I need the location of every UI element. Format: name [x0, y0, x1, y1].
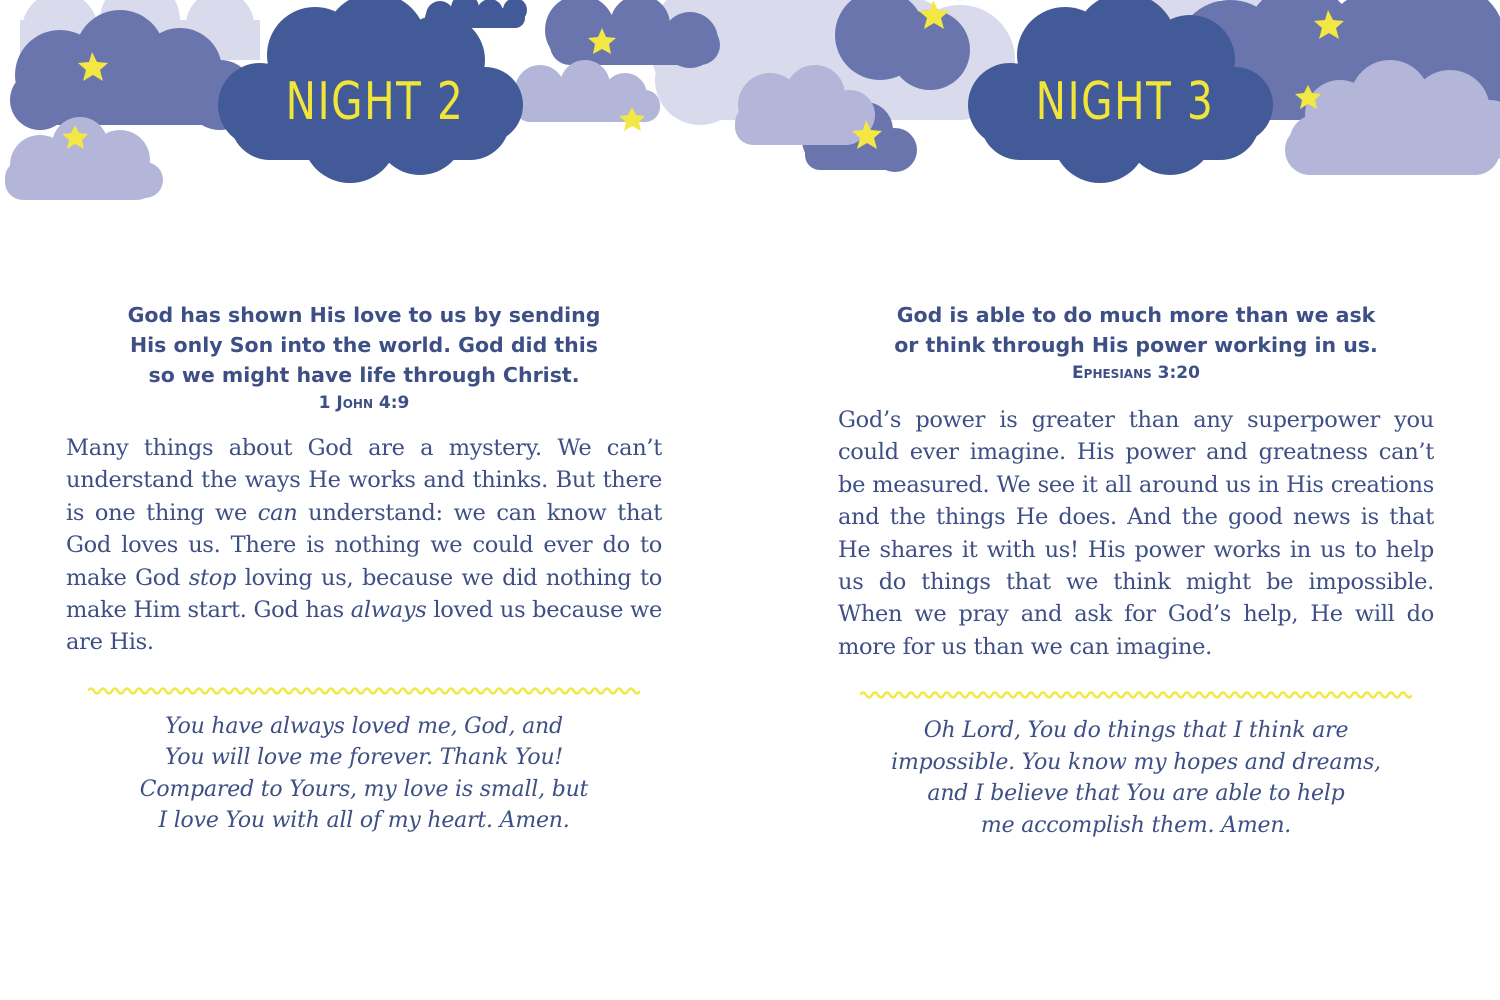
night-2-page [66, 300, 662, 837]
night-2-prayer: You have always loved me, God, and You will love me forever. Thank You! Compared to Yours, my love is small, but I love You with all of my heart. Amen. [139, 713, 589, 834]
night-2-reference: 1 John 4:9 [318, 393, 410, 413]
night-3-prayer: Oh Lord, You do things that I think are impossible. You know my hopes and dreams, and I believe that You are able to help me accomplish them. Amen. [891, 718, 1381, 838]
night-3-verse: God is able to do much more than we ask or think through His power working in us. [894, 303, 1378, 357]
night-sky-clouds-illustration [0, 0, 1500, 215]
night-2-verse: God has shown His love to us by sending His only Son into the world. God did this so we might have life through Christ. [127, 303, 601, 387]
emphasis-always: always [350, 597, 427, 624]
night-3-title: NIGHT 3 [1035, 72, 1215, 132]
wavy-divider [860, 689, 1412, 701]
night-3-page [838, 300, 1434, 841]
emphasis-can: can [257, 499, 298, 526]
wavy-divider [88, 685, 640, 697]
night-2-title: NIGHT 2 [285, 72, 465, 132]
night-2-body: Many things about God are a mystery. We can’t understand the ways He works and thinks. But there is one thing we can understand: we can know that God loves us. There is nothing we could ever do to make God stop loving us, because we did nothing to make Him start. God has always loved us because we are His. [66, 435, 663, 656]
emphasis-stop: stop [188, 564, 237, 591]
night-3-reference: Ephesians 3:20 [1072, 363, 1200, 383]
night-3-body: God’s power is greater than any superpower you could ever imagine. His power and greatness can’t be measured. We see it all around us in His creations and the things He does. And the good news is that He shares it with us! His power works in us to help us do things that we think might be impossible. When we pray and ask for God’s help, He will do more for us than we can imagine. [838, 407, 1434, 660]
